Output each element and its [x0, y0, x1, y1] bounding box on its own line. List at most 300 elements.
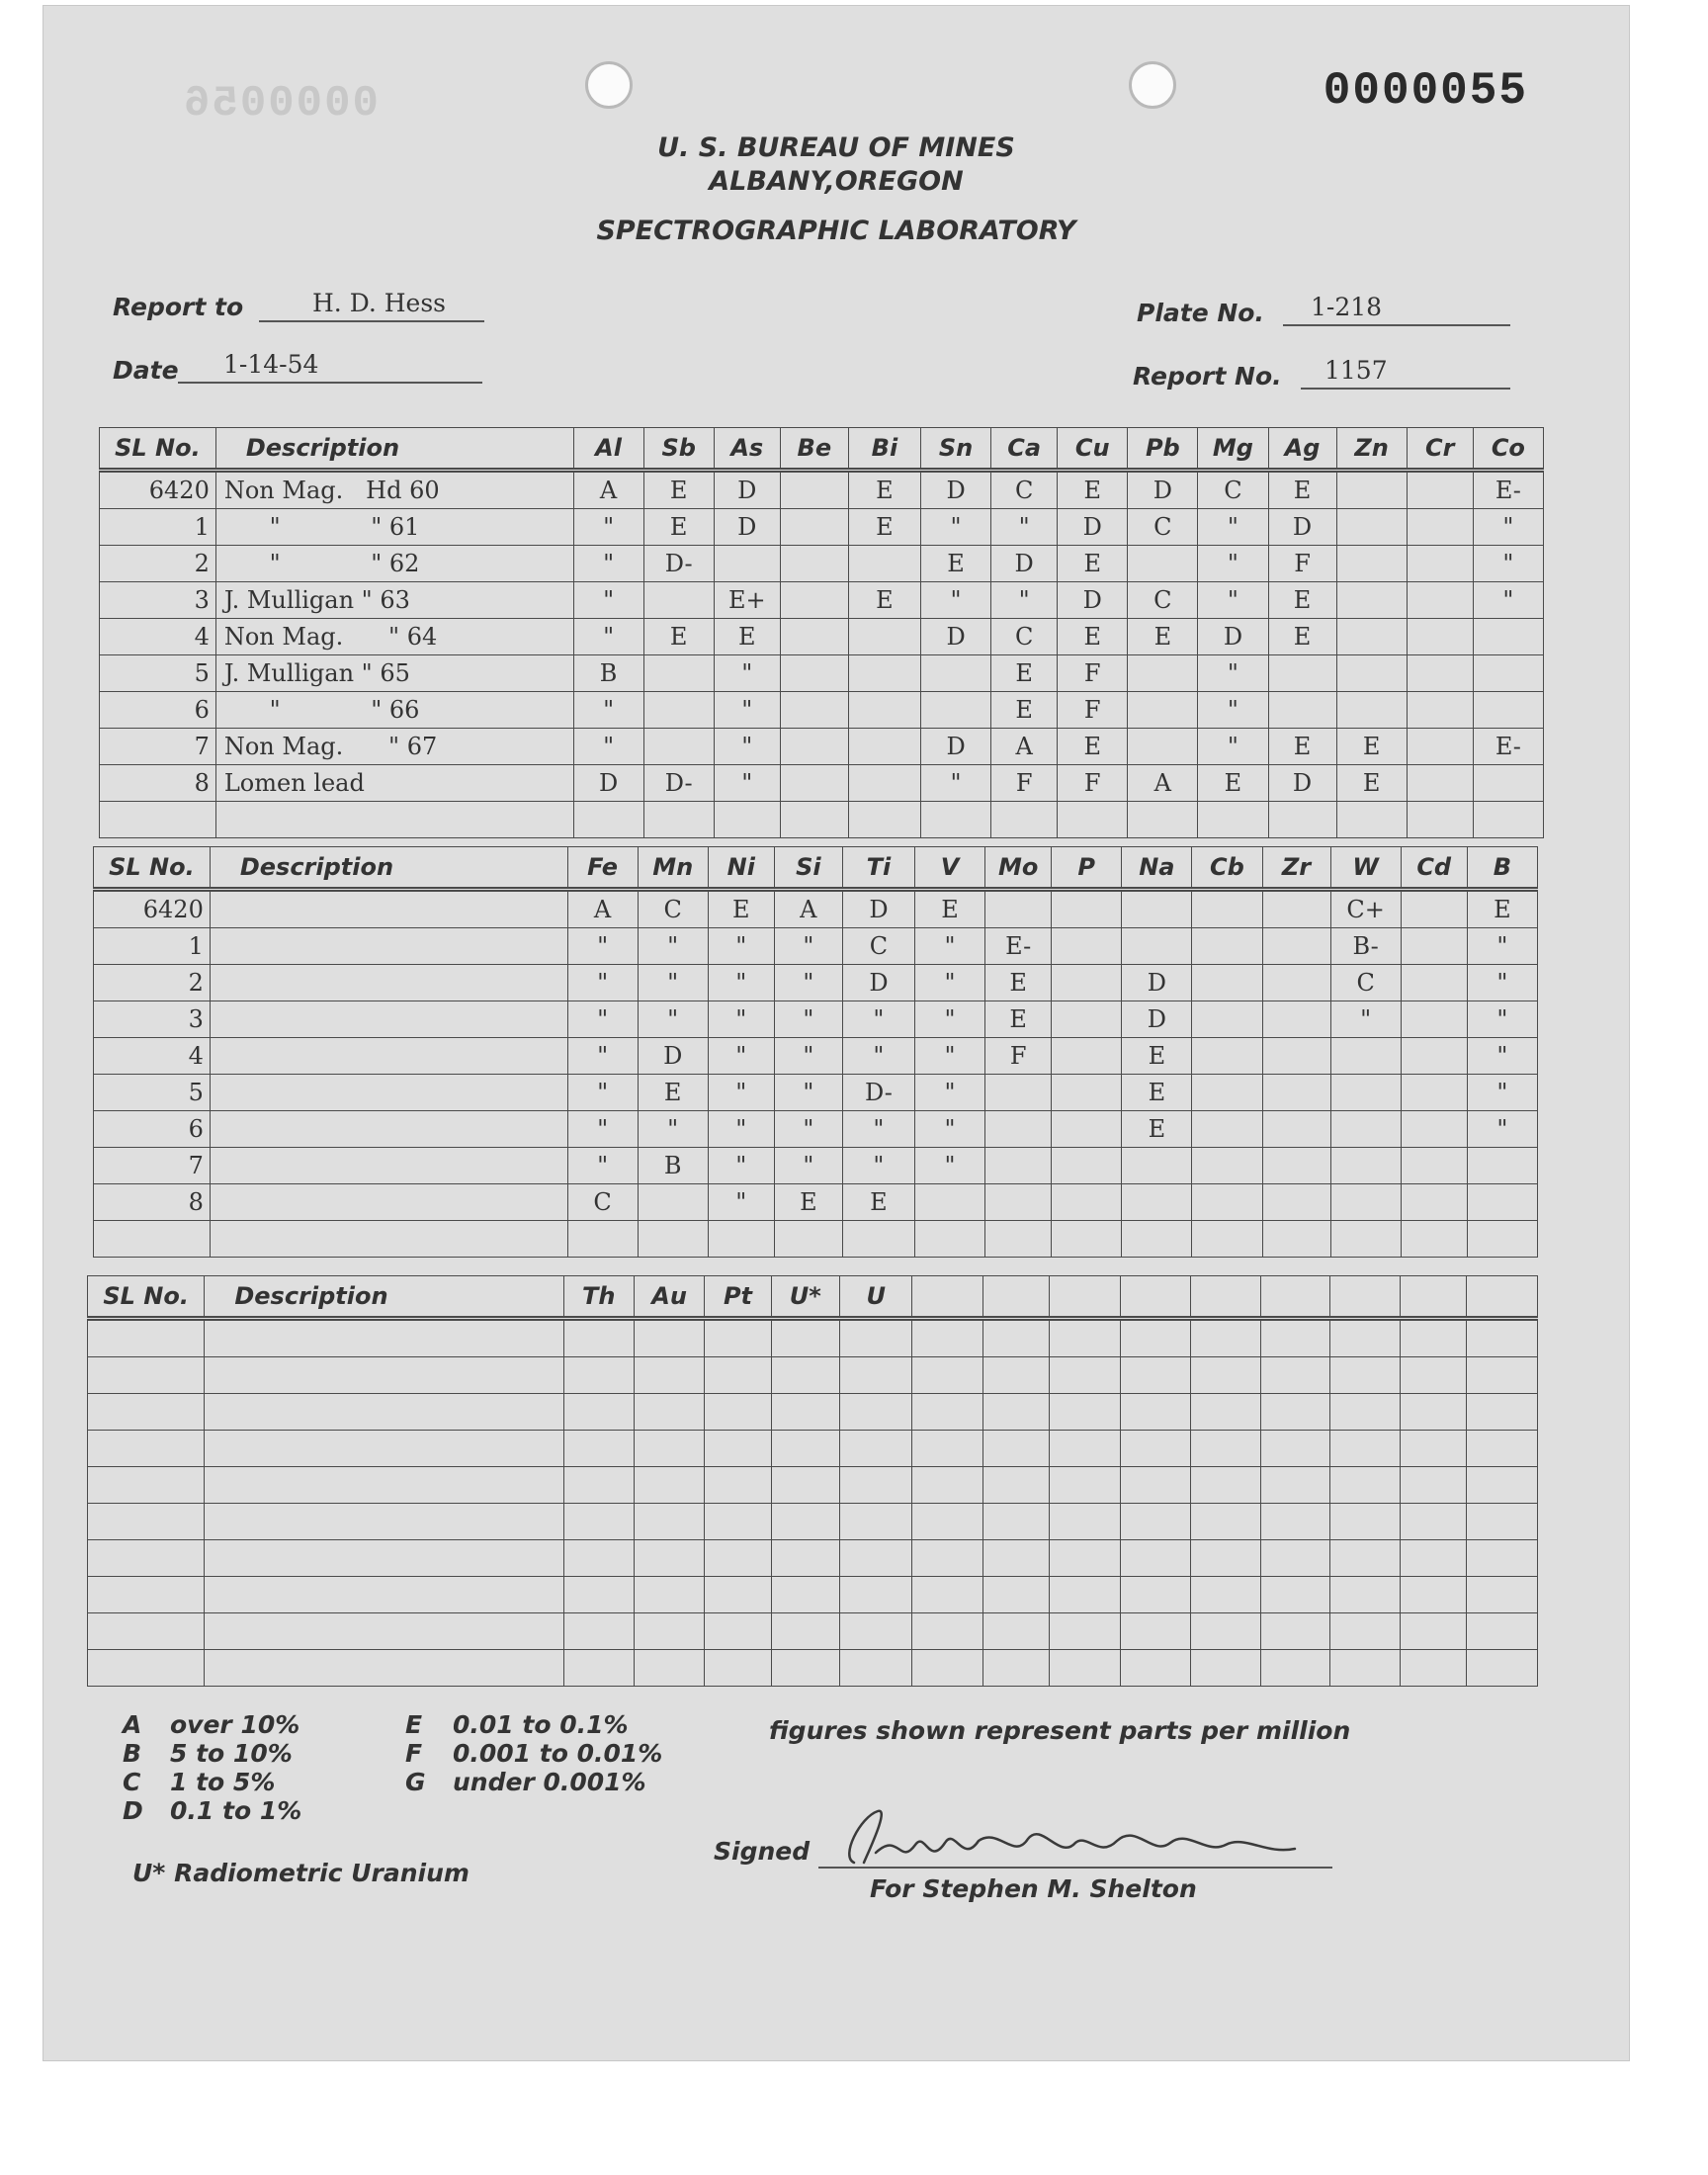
- table3-cell: [88, 1319, 205, 1357]
- table2-header-0: SL No.: [94, 847, 211, 890]
- table1-cell: [1336, 655, 1407, 692]
- table1-cell: C: [991, 471, 1058, 509]
- table2-cell: ": [708, 1148, 774, 1184]
- table1-cell: ": [921, 765, 991, 802]
- table3-cell: [634, 1431, 704, 1467]
- table1-cell: D: [1268, 765, 1336, 802]
- table3-header-1: Description: [205, 1276, 563, 1319]
- table2-cell: ": [915, 965, 985, 1001]
- table1-header-9: Cu: [1058, 428, 1128, 471]
- table2-cell: ": [567, 1148, 638, 1184]
- table3-cell: [1467, 1613, 1538, 1650]
- table1-cell: E: [643, 471, 714, 509]
- table3-cell: [1329, 1319, 1400, 1357]
- table1-cell: E: [1268, 471, 1336, 509]
- table1-cell: [1407, 619, 1473, 655]
- table1-cell: E: [921, 546, 991, 582]
- punch-hole-right: [1129, 61, 1176, 109]
- table2-cell: [1052, 1111, 1122, 1148]
- table1-cell: E: [1058, 471, 1128, 509]
- legend-d: D 0.1 to 1%: [123, 1796, 302, 1825]
- table2-header-10: Na: [1122, 847, 1192, 890]
- table2-cell: [1262, 1221, 1330, 1258]
- table3-cell: [1261, 1613, 1329, 1650]
- table1-cell: D: [714, 471, 780, 509]
- table1-cell: [1407, 582, 1473, 619]
- table2-cell: [1192, 1111, 1262, 1148]
- table1-cell: [1473, 692, 1543, 729]
- table2-row: [94, 890, 1538, 928]
- table2-cell: ": [567, 1001, 638, 1038]
- table1-cell: A: [991, 729, 1058, 765]
- table2-cell: E: [915, 890, 985, 928]
- table1-cell: ": [573, 619, 643, 655]
- table2-cell: [1192, 1184, 1262, 1221]
- table3-cell: [1120, 1613, 1190, 1650]
- table2-cell: [1401, 1075, 1467, 1111]
- table2-cell: [985, 1111, 1052, 1148]
- table2-cell: ": [638, 1111, 708, 1148]
- table2-cell: [94, 1221, 211, 1258]
- table1-cell: [780, 619, 848, 655]
- table3-cell: [88, 1577, 205, 1613]
- table3-cell: [1050, 1357, 1120, 1394]
- table3-cell: [771, 1394, 839, 1431]
- table1-cell: [1336, 619, 1407, 655]
- table3-cell: [912, 1467, 982, 1504]
- table1-cell: [1473, 619, 1543, 655]
- table3-cell: [840, 1613, 912, 1650]
- table2-header-4: Ni: [708, 847, 774, 890]
- table2-cell: E: [1467, 890, 1537, 928]
- table1-cell: [848, 692, 920, 729]
- table2-cell: [1330, 1038, 1401, 1075]
- table1-cell: [1336, 582, 1407, 619]
- table2-cell: [1262, 1184, 1330, 1221]
- table2-cell: ": [1330, 1001, 1401, 1038]
- table2-cell: C+: [1330, 890, 1401, 928]
- table2-cell: ": [708, 1001, 774, 1038]
- table1-cell: C: [991, 619, 1058, 655]
- table3-cell: [1050, 1394, 1120, 1431]
- table2-cell: ": [774, 1148, 842, 1184]
- table1-cell: A: [573, 471, 643, 509]
- table1-cell: " " 62: [215, 546, 573, 582]
- table3-cell: [912, 1613, 982, 1650]
- table2-cell: [1330, 1184, 1401, 1221]
- table1-row: [100, 802, 1544, 838]
- table2-cell: [1052, 965, 1122, 1001]
- table2-cell: E: [1122, 1038, 1192, 1075]
- table3-cell: [88, 1504, 205, 1540]
- table1-cell: [100, 802, 216, 838]
- table3-cell: [563, 1357, 634, 1394]
- table2-header-1: Description: [210, 847, 567, 890]
- table2-cell: [1122, 1148, 1192, 1184]
- table2-cell: E-: [985, 928, 1052, 965]
- table1-cell: D-: [643, 546, 714, 582]
- table2-cell: [638, 1221, 708, 1258]
- table1-cell: [643, 729, 714, 765]
- table2-cell: E: [1122, 1075, 1192, 1111]
- table3-cell: [1467, 1467, 1538, 1504]
- table3-cell: [840, 1540, 912, 1577]
- table3-cell: [771, 1613, 839, 1650]
- table2-header-5: Si: [774, 847, 842, 890]
- table1-cell: ": [1198, 546, 1268, 582]
- table3-cell: [912, 1650, 982, 1687]
- table2-cell: [915, 1184, 985, 1221]
- table3-cell: [912, 1431, 982, 1467]
- table3-cell: [705, 1540, 771, 1577]
- table1-cell: [1128, 802, 1198, 838]
- table1-cell: [780, 692, 848, 729]
- table3-cell: [1261, 1319, 1329, 1357]
- table2-cell: D: [638, 1038, 708, 1075]
- table2-cell: [1122, 1184, 1192, 1221]
- table3-cell: [1261, 1540, 1329, 1577]
- table3-cell: [771, 1504, 839, 1540]
- table3-cell: [1261, 1467, 1329, 1504]
- table2-cell: D: [1122, 965, 1192, 1001]
- table3-cell: [1329, 1650, 1400, 1687]
- table2-cell: ": [774, 1038, 842, 1075]
- legend-left: [123, 1710, 301, 1825]
- table3-cell: [705, 1613, 771, 1650]
- table2-cell: [1401, 1148, 1467, 1184]
- table1-row: [100, 655, 1544, 692]
- table1-header-8: Ca: [991, 428, 1058, 471]
- table1-cell: 6: [100, 692, 216, 729]
- table3-cell: [1190, 1319, 1260, 1357]
- lab-heading: SPECTROGRAPHIC LABORATORY: [596, 216, 1076, 246]
- table3-header-8: [982, 1276, 1049, 1319]
- table3-cell: [1190, 1357, 1260, 1394]
- table3-cell: [1261, 1431, 1329, 1467]
- table1-row: [100, 765, 1544, 802]
- table1-cell: E: [848, 582, 920, 619]
- table1-cell: [1473, 802, 1543, 838]
- ppm-note: figures shown represent parts per million: [769, 1716, 1351, 1745]
- table3-header-14: [1401, 1276, 1467, 1319]
- table1-cell: 3: [100, 582, 216, 619]
- table1-cell: E: [848, 509, 920, 546]
- table2-cell: [1052, 928, 1122, 965]
- table2-cell: [1192, 928, 1262, 965]
- plate-no-label: Plate No.: [1137, 299, 1264, 327]
- report-no-label: Report No.: [1133, 362, 1282, 391]
- table1-cell: C: [1198, 471, 1268, 509]
- table3-cell: [705, 1357, 771, 1394]
- table3-cell: [1120, 1650, 1190, 1687]
- table2-cell: [210, 1184, 567, 1221]
- table3-cell: [1401, 1504, 1467, 1540]
- table3-cell: [1050, 1650, 1120, 1687]
- table2-header-7: V: [915, 847, 985, 890]
- table2-cell: ": [915, 1148, 985, 1184]
- table1-cell: D: [991, 546, 1058, 582]
- table1-cell: E: [643, 509, 714, 546]
- table3-row: [88, 1577, 1538, 1613]
- table3-cell: [1401, 1431, 1467, 1467]
- table3-cell: [634, 1319, 704, 1357]
- table3-cell: [705, 1394, 771, 1431]
- table1-cell: E: [1058, 619, 1128, 655]
- table3-cell: [840, 1357, 912, 1394]
- table2-cell: [1262, 1075, 1330, 1111]
- table2-cell: [1262, 890, 1330, 928]
- table1-cell: [1268, 692, 1336, 729]
- element-table-2: [93, 846, 1538, 1258]
- table1-cell: D: [573, 765, 643, 802]
- report-to-value: H. D. Hess: [312, 289, 446, 317]
- table2-cell: [1122, 928, 1192, 965]
- table1-cell: [921, 655, 991, 692]
- table1-cell: ": [921, 509, 991, 546]
- table1-cell: [780, 546, 848, 582]
- table1-cell: [1058, 802, 1128, 838]
- table1-cell: ": [1198, 655, 1268, 692]
- table2-header-9: P: [1052, 847, 1122, 890]
- table1-cell: ": [1473, 509, 1543, 546]
- table3-cell: [1120, 1504, 1190, 1540]
- table2-cell: [1052, 1038, 1122, 1075]
- table1-cell: [1473, 655, 1543, 692]
- table3-cell: [1050, 1504, 1120, 1540]
- table1-cell: E: [991, 692, 1058, 729]
- table2-cell: ": [774, 1111, 842, 1148]
- table2-header-12: Zr: [1262, 847, 1330, 890]
- table3-cell: [1329, 1577, 1400, 1613]
- date-value: 1-14-54: [223, 350, 319, 379]
- table1-row: [100, 509, 1544, 546]
- table2-cell: E: [638, 1075, 708, 1111]
- table1-cell: ": [573, 582, 643, 619]
- table1-header-12: Ag: [1268, 428, 1336, 471]
- table2-cell: ": [708, 965, 774, 1001]
- table3-cell: [912, 1357, 982, 1394]
- table2-cell: [1192, 1148, 1262, 1184]
- table3-cell: [1401, 1394, 1467, 1431]
- table2-cell: [1467, 1184, 1537, 1221]
- table1-cell: [1128, 546, 1198, 582]
- element-table-3: [87, 1275, 1538, 1687]
- table2-cell: 7: [94, 1148, 211, 1184]
- table3-cell: [1401, 1613, 1467, 1650]
- table1-cell: J. Mulligan " 63: [215, 582, 573, 619]
- table2-cell: C: [1330, 965, 1401, 1001]
- table1-header-11: Mg: [1198, 428, 1268, 471]
- table3-cell: [563, 1504, 634, 1540]
- table3-cell: [1190, 1650, 1260, 1687]
- table1-cell: 5: [100, 655, 216, 692]
- table3-cell: [205, 1431, 563, 1467]
- table3-cell: [1401, 1650, 1467, 1687]
- table1-cell: [1336, 692, 1407, 729]
- table1-cell: ": [714, 692, 780, 729]
- table3-header-6: U: [840, 1276, 912, 1319]
- table1-cell: [1128, 729, 1198, 765]
- table3-header-2: Th: [563, 1276, 634, 1319]
- plate-no-value: 1-218: [1311, 293, 1383, 321]
- table1-cell: ": [714, 765, 780, 802]
- table1-row: [100, 619, 1544, 655]
- table3-cell: [771, 1357, 839, 1394]
- uranium-note: U* Radiometric Uranium: [132, 1859, 470, 1887]
- table2-cell: E: [842, 1184, 914, 1221]
- table3-row: [88, 1650, 1538, 1687]
- table2-cell: E: [708, 890, 774, 928]
- table1-cell: [714, 802, 780, 838]
- table2-cell: E: [985, 965, 1052, 1001]
- table2-cell: ": [774, 928, 842, 965]
- table1-cell: [1128, 655, 1198, 692]
- table2-cell: ": [1467, 1111, 1537, 1148]
- table3-cell: [1467, 1540, 1538, 1577]
- table1-row: [100, 582, 1544, 619]
- table2-cell: [1122, 890, 1192, 928]
- table3-cell: [1120, 1431, 1190, 1467]
- table1-cell: [1407, 729, 1473, 765]
- table2-cell: D: [842, 965, 914, 1001]
- table2-cell: ": [842, 1038, 914, 1075]
- table1-cell: ": [573, 729, 643, 765]
- table1-cell: E: [643, 619, 714, 655]
- table2-cell: ": [708, 1038, 774, 1075]
- table3-cell: [1190, 1504, 1260, 1540]
- table3-header-15: [1467, 1276, 1538, 1319]
- table1-header-6: Bi: [848, 428, 920, 471]
- table2-cell: [210, 890, 567, 928]
- table1-cell: [643, 802, 714, 838]
- table1-cell: [215, 802, 573, 838]
- table2-cell: [1401, 928, 1467, 965]
- table1-cell: [780, 509, 848, 546]
- legend-b: B 5 to 10%: [123, 1739, 293, 1768]
- table3-row: [88, 1613, 1538, 1650]
- table1-cell: E: [714, 619, 780, 655]
- table1-cell: D: [921, 471, 991, 509]
- table1-cell: E: [1336, 765, 1407, 802]
- table2-cell: [1262, 1038, 1330, 1075]
- table1-cell: ": [1198, 729, 1268, 765]
- table3-cell: [1050, 1613, 1120, 1650]
- table1-cell: C: [1128, 582, 1198, 619]
- table1-cell: F: [1058, 655, 1128, 692]
- table2-cell: [708, 1221, 774, 1258]
- table2-row: [94, 1184, 1538, 1221]
- table1-cell: [848, 765, 920, 802]
- table3-row: [88, 1467, 1538, 1504]
- table2-cell: 1: [94, 928, 211, 965]
- table3-cell: [982, 1504, 1049, 1540]
- table3-cell: [88, 1357, 205, 1394]
- table3-row: [88, 1431, 1538, 1467]
- table1-cell: ": [1473, 546, 1543, 582]
- table3-header-4: Pt: [705, 1276, 771, 1319]
- table1-cell: [1268, 802, 1336, 838]
- table2-cell: 4: [94, 1038, 211, 1075]
- table2-cell: ": [638, 928, 708, 965]
- table3-cell: [1120, 1467, 1190, 1504]
- table2-cell: [1262, 1001, 1330, 1038]
- table1-cell: [573, 802, 643, 838]
- table3-cell: [840, 1394, 912, 1431]
- table1-cell: 6420: [100, 471, 216, 509]
- document-number: 0000055: [1323, 65, 1528, 117]
- table2-cell: [985, 1221, 1052, 1258]
- table3-cell: [705, 1467, 771, 1504]
- table2-cell: E: [985, 1001, 1052, 1038]
- table2-cell: [210, 965, 567, 1001]
- table1-cell: F: [1058, 692, 1128, 729]
- table1-cell: [1407, 546, 1473, 582]
- table3-cell: [1261, 1650, 1329, 1687]
- table1-row: [100, 546, 1544, 582]
- table3-cell: [912, 1319, 982, 1357]
- legend-f: F 0.001 to 0.01%: [405, 1739, 663, 1768]
- table1-cell: [848, 619, 920, 655]
- table3-header-12: [1261, 1276, 1329, 1319]
- table3-header-9: [1050, 1276, 1120, 1319]
- table3-row: [88, 1394, 1538, 1431]
- signed-label: Signed: [714, 1837, 811, 1866]
- table3-cell: [1467, 1577, 1538, 1613]
- table3-cell: [771, 1319, 839, 1357]
- table3-cell: [563, 1613, 634, 1650]
- table2-cell: C: [842, 928, 914, 965]
- table1-header-2: Al: [573, 428, 643, 471]
- legend-a: A over 10%: [123, 1710, 300, 1739]
- table2-cell: [985, 1184, 1052, 1221]
- table2-cell: [638, 1184, 708, 1221]
- table1-cell: [1407, 765, 1473, 802]
- table2-cell: [1401, 1038, 1467, 1075]
- table2-cell: B: [638, 1148, 708, 1184]
- table2-cell: 5: [94, 1075, 211, 1111]
- table2-cell: 8: [94, 1184, 211, 1221]
- table3-cell: [982, 1540, 1049, 1577]
- table1-header-3: Sb: [643, 428, 714, 471]
- report-to-label: Report to: [113, 293, 244, 321]
- report-sheet: [43, 6, 1629, 2060]
- faint-document-number: 0000056: [182, 79, 379, 129]
- table2-cell: D-: [842, 1075, 914, 1111]
- table3-cell: [634, 1577, 704, 1613]
- table1-header-14: Cr: [1407, 428, 1473, 471]
- table2-cell: ": [774, 1001, 842, 1038]
- table2-cell: [1052, 1001, 1122, 1038]
- table1-cell: D: [1058, 582, 1128, 619]
- table1-cell: D: [921, 619, 991, 655]
- table1-cell: E-: [1473, 471, 1543, 509]
- signed-for-line: For Stephen M. Shelton: [870, 1874, 1197, 1903]
- table3-cell: [634, 1467, 704, 1504]
- table3-cell: [205, 1540, 563, 1577]
- table2-row: [94, 1001, 1538, 1038]
- table2-cell: [210, 928, 567, 965]
- table1-cell: [643, 692, 714, 729]
- table1-cell: Non Mag. Hd 60: [215, 471, 573, 509]
- table3-cell: [1467, 1650, 1538, 1687]
- table3-cell: [982, 1613, 1049, 1650]
- table2-cell: D: [842, 890, 914, 928]
- table3-cell: [634, 1394, 704, 1431]
- table1-row: [100, 471, 1544, 509]
- table2-cell: 3: [94, 1001, 211, 1038]
- table3-cell: [982, 1394, 1049, 1431]
- table1-cell: [1128, 692, 1198, 729]
